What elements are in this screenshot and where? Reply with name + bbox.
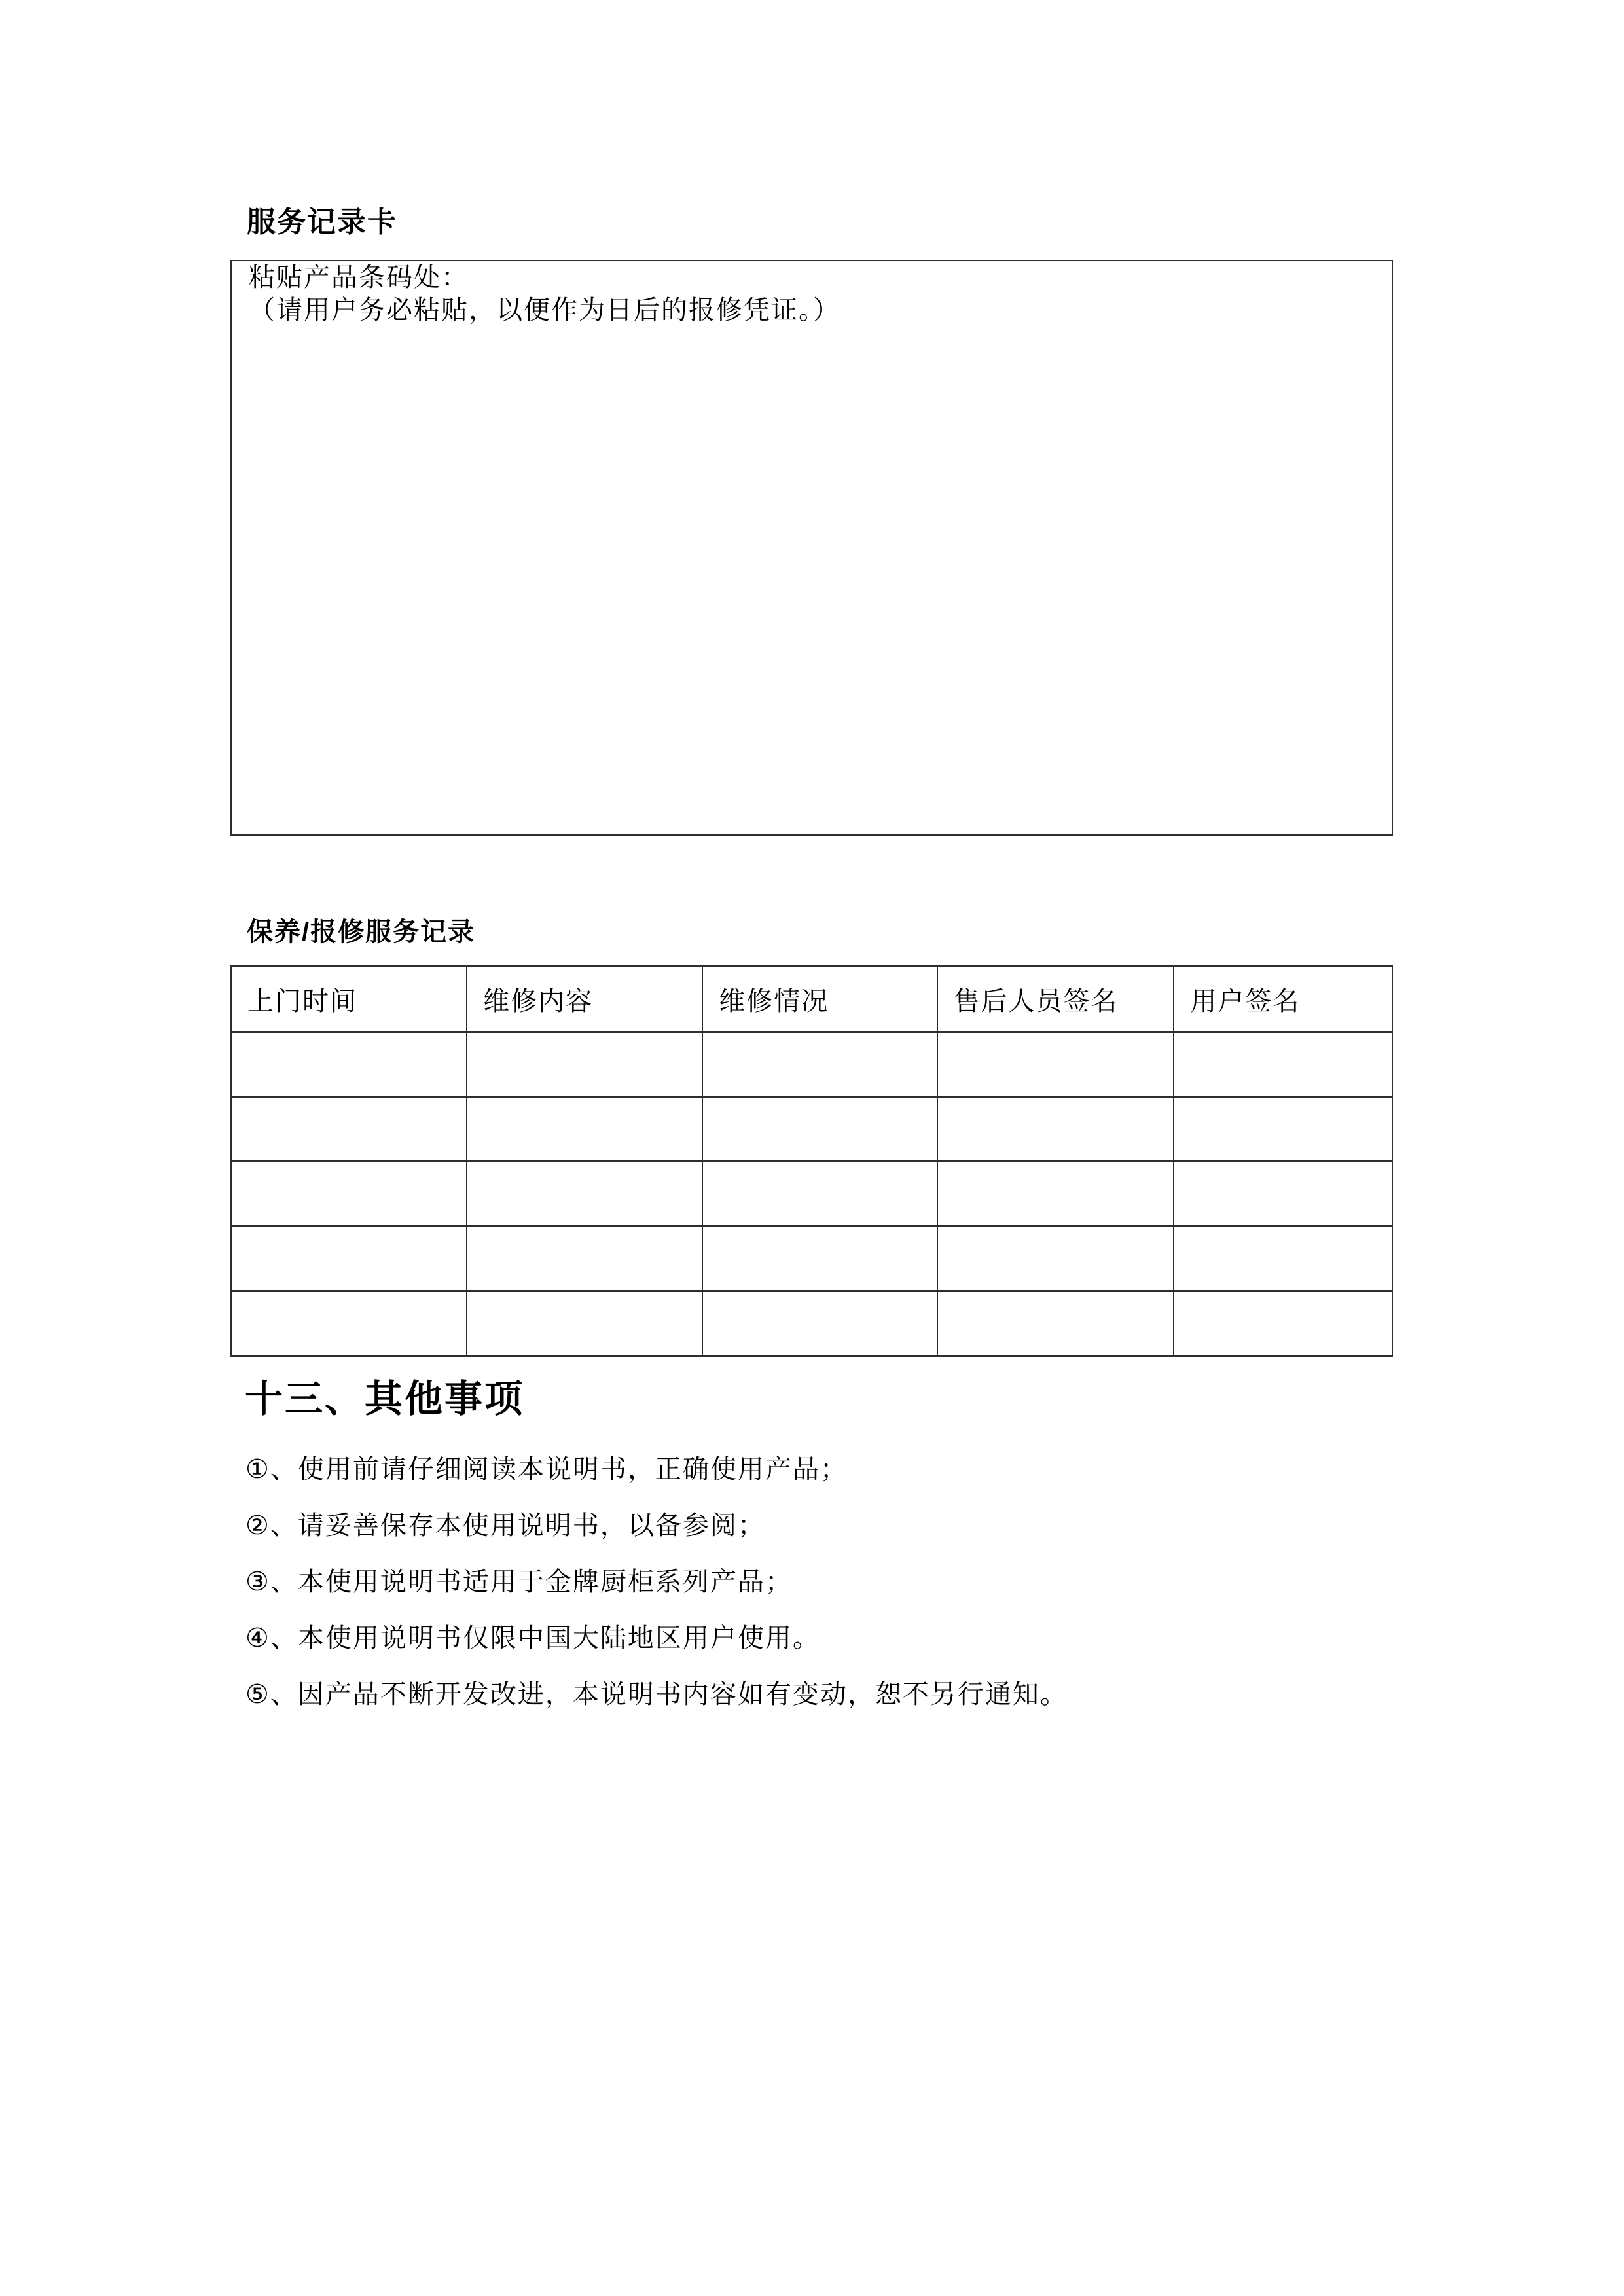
table-row [231,1162,1392,1227]
table-cell [467,1162,702,1227]
table-cell [1174,1291,1392,1356]
table-cell [937,1032,1174,1097]
table-row [231,1291,1392,1356]
table-cell [231,1291,467,1356]
barcode-box [230,260,1393,836]
other-notes-list [245,1454,1068,1735]
table-cell [702,1032,937,1097]
table-cell [467,1227,702,1291]
table-cell [231,1227,467,1291]
list-item: ②、请妥善保存本使用说明书，以备参阅； [245,1511,765,1540]
table-cell [937,1162,1174,1227]
barcode-box-instruction: 粘贴产品条码处： [249,263,469,292]
table-cell [1174,1097,1392,1162]
table-cell [1174,1032,1392,1097]
list-item: ③、本使用说明书适用于金牌厨柜系列产品； [245,1568,793,1596]
table-cell [467,1032,702,1097]
table-cell [1174,1227,1392,1291]
maintenance-table-body [231,1032,1392,1356]
table-cell [702,1227,937,1291]
table-header-cell: 上门时间 [231,967,467,1032]
table-cell [702,1162,937,1227]
table-cell [231,1032,467,1097]
table-header-cell: 售后人员签名 [937,967,1174,1032]
table-header-cell: 维修情况 [702,967,937,1032]
table-cell [231,1162,467,1227]
table-header-cell: 用户签名 [1174,967,1392,1032]
service-card-title: 服务记录卡 [247,206,397,238]
table-cell [702,1097,937,1162]
maintenance-table [230,965,1393,1357]
table-cell [467,1097,702,1162]
table-cell [702,1291,937,1356]
table-row [231,1032,1392,1097]
table-row [231,1227,1392,1291]
list-item: ④、本使用说明书仅限中国大陆地区用户使用。 [245,1624,820,1653]
table-cell [937,1291,1174,1356]
barcode-box-note: （请用户务必粘贴，以便作为日后的报修凭证。） [249,296,840,325]
list-item: ①、使用前请仔细阅读本说明书，正确使用产品； [245,1455,848,1484]
list-item: ⑤、因产品不断开发改进，本说明书内容如有变动，恕不另行通知。 [245,1680,1068,1709]
maintenance-table-title: 保养/报修服务记录 [247,918,476,946]
table-header-row [231,967,1392,1032]
table-header-cell: 维修内容 [467,967,702,1032]
table-cell [467,1291,702,1356]
table-row [231,1097,1392,1162]
table-cell [937,1227,1174,1291]
table-cell [937,1097,1174,1162]
table-cell [1174,1162,1392,1227]
section-13-title: 十三、其他事项 [245,1378,525,1420]
table-cell [231,1097,467,1162]
